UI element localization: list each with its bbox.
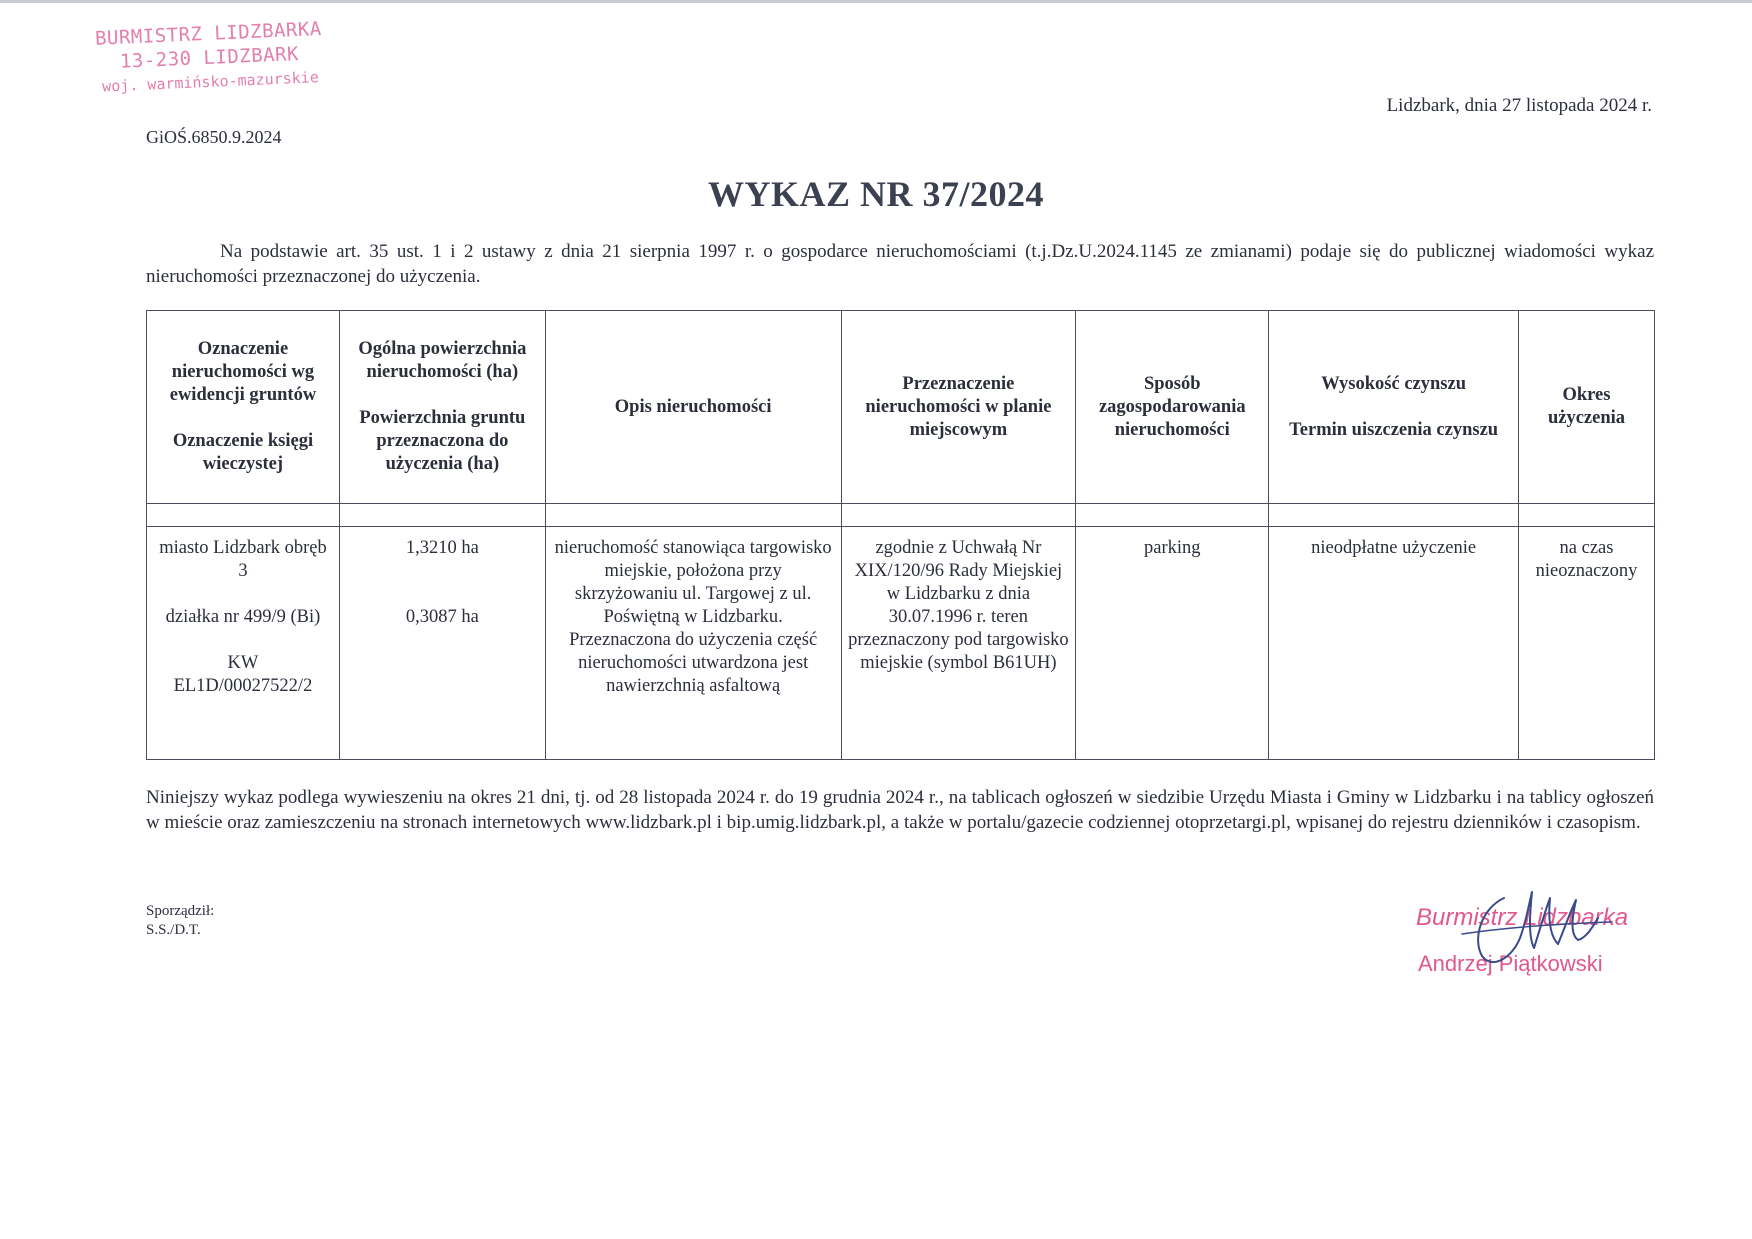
table-header-row [147, 311, 1655, 504]
cell-location: miasto Lidzbark obręb 3 [159, 538, 327, 581]
header-area [339, 311, 545, 504]
stamp-line-1: BURMISTRZ LIDZBARKA [94, 17, 323, 50]
header-description: Opis nieruchomości [545, 311, 841, 504]
prepared-by [146, 902, 214, 940]
header-parcel-registry: Oznaczenie nieruchomości wg ewidencji gruntów [169, 339, 317, 405]
stamp-line-2: 13-230 LIDZBARK [119, 42, 300, 73]
cell-usage: parking [1076, 527, 1269, 760]
intro-paragraph: Na podstawie art. 35 ust. 1 i 2 ustawy z dnia 21 sierpnia 1997 r. o gospodarce nieruchomościami (t.j.Dz.U.2024.1145 ze zmianami) podaje się do publicznej wiadomości wykaz nieruchomości przeznaczonej do użyczenia. [146, 241, 1654, 287]
property-table [146, 310, 1655, 760]
cell-area [339, 527, 545, 760]
header-usage: Sposób zagospodarowania nieruchomości [1076, 311, 1269, 504]
cell-kw-label: KW [227, 653, 259, 673]
stamp-line-3: woj. warmińsko-mazurskie [101, 68, 320, 96]
header-rent [1269, 311, 1519, 504]
header-lease-area: Powierzchnia gruntu przeznaczona do użyczenia (ha) [359, 408, 526, 474]
document-title: WYKAZ NR 37/2024 [707, 174, 1044, 214]
table-spacer-row [147, 504, 1655, 527]
cell-parcel [147, 527, 340, 760]
cell-period: na czas nieoznaczony [1518, 527, 1654, 760]
header-rent-due: Termin uiszczenia czynszu [1289, 419, 1499, 440]
prepared-initials: S.S./D.T. [146, 922, 201, 938]
header-land-register: Oznaczenie księgi wieczystej [172, 431, 314, 474]
cell-rent: nieodpłatne użyczenie [1269, 527, 1519, 760]
place-date: Lidzbark, dnia 27 listopada 2024 r. [1386, 95, 1652, 116]
page-top-edge [0, 0, 1752, 3]
posting-note: Niniejszy wykaz podlega wywieszeniu na okres 21 dni, tj. od 28 listopada 2024 r. do 19 grudnia 2024 r., na tablicach ogłoszeń w siedzibie Urzędu Miasta i Gminy w Lidzbarku i na tablicy ogłoszeń w mieście oraz zamieszczeniu na stronach internetowych www.lidzbark.pl i bip.umig.lidzbark.pl, a także w portalu/gazecie codziennej otoprzetargi.pl, wpisanej do rejestru dzienników i czasopism. [146, 787, 1654, 833]
cell-kw-number: EL1D/00027522/2 [173, 676, 313, 696]
header-total-area: Ogólna powierzchnia nieruchomości (ha) [358, 339, 527, 382]
header-parcel-designation [147, 311, 340, 504]
signature-block [1402, 880, 1642, 990]
signature-stamp-name: Andrzej Piątkowski [1418, 951, 1603, 976]
table-row [147, 527, 1655, 760]
cell-total-area: 1,3210 ha [405, 538, 479, 558]
signature-stamp-title: Burmistrz Lidzbarka [1416, 904, 1629, 931]
cell-zoning: zgodnie z Uchwałą Nr XIX/120/96 Rady Miejskiej w Lidzbarku z dnia 30.07.1996 r. teren przeznaczony pod targowisko miejskie (symbol B61UH) [841, 527, 1076, 760]
reference-number: GiOŚ.6850.9.2024 [146, 127, 282, 147]
header-rent-amount: Wysokość czynszu [1321, 373, 1466, 394]
header-zoning: Przeznaczenie nieruchomości w planie miejscowym [841, 311, 1076, 504]
cell-lease-area: 0,3087 ha [405, 607, 479, 627]
header-period: Okres użyczenia [1518, 311, 1654, 504]
handwritten-signature [1442, 878, 1622, 978]
cell-parcel-number: działka nr 499/9 (Bi) [165, 607, 321, 627]
prepared-label: Sporządził: [146, 903, 215, 919]
office-stamp [68, 16, 351, 100]
cell-description: nieruchomość stanowiąca targowisko miejskie, położona przy skrzyżowaniu ul. Targowej z ul. Poświętną w Lidzbarku. Przeznaczona do użyczenia część nieruchomości utwardzona jest nawierzchnią asfaltową [545, 527, 841, 760]
